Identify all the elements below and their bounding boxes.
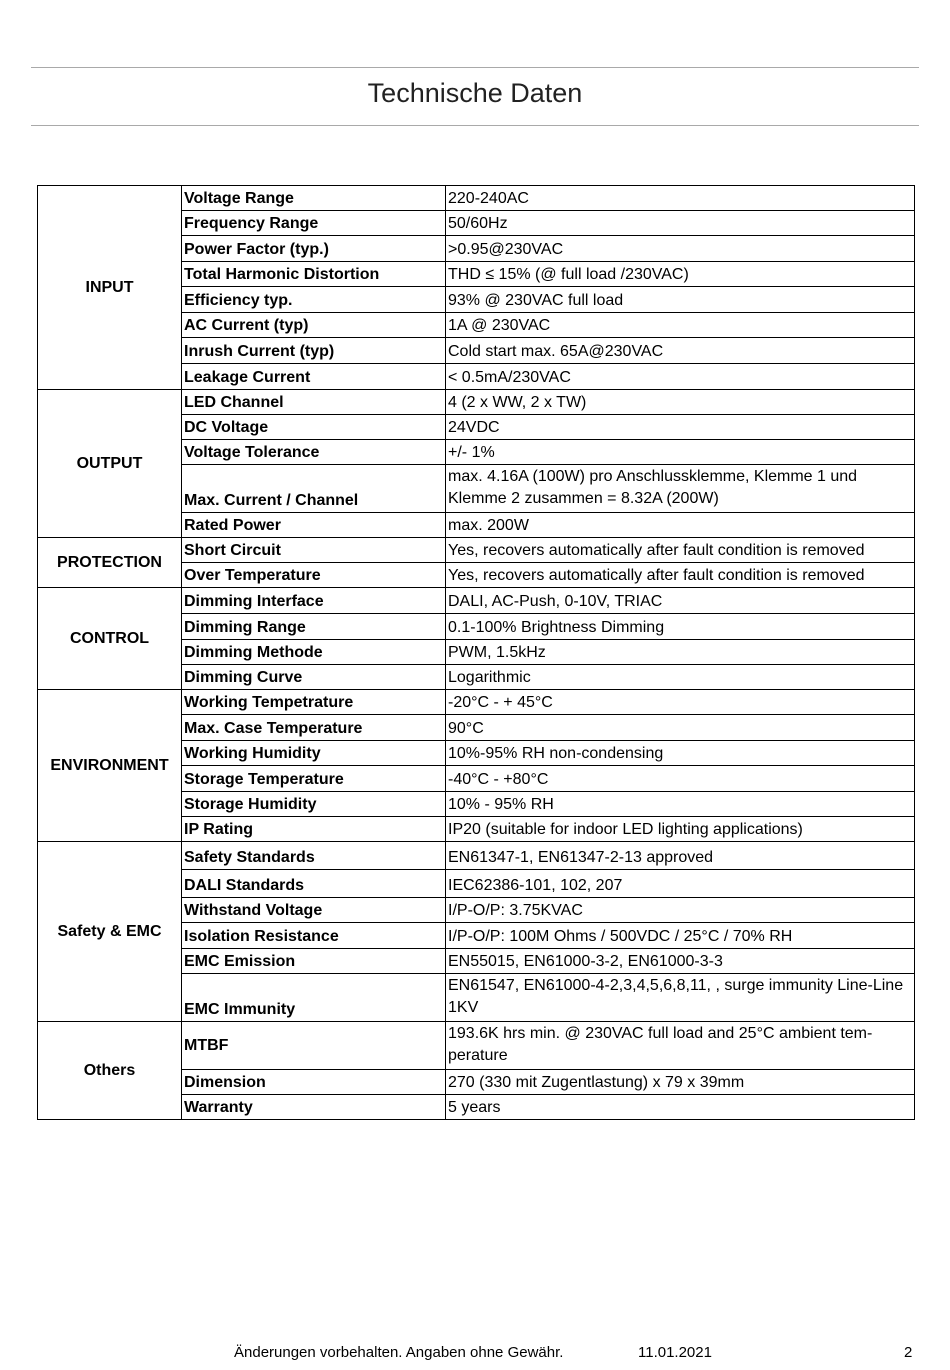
- param-value: IP20 (suitable for indoor LED lighting applications): [446, 817, 915, 842]
- param-value: Cold start max. 65A@230VAC: [446, 338, 915, 364]
- param-value: Logarithmic: [446, 665, 915, 690]
- param-value: 4 (2 x WW, 2 x TW): [446, 390, 915, 415]
- param-label: Dimming Range: [182, 614, 446, 640]
- param-value: 10%-95% RH non-condensing: [446, 741, 915, 766]
- param-label: Power Factor (typ.): [182, 236, 446, 262]
- param-label: AC Current (typ): [182, 313, 446, 338]
- param-value: 1A @ 230VAC: [446, 313, 915, 338]
- param-label: IP Rating: [182, 817, 446, 842]
- section-environment: ENVIRONMENT: [38, 690, 182, 842]
- table-row: [38, 186, 915, 211]
- param-value: IEC62386-101, 102, 207: [446, 870, 915, 898]
- param-label: MTBF: [182, 1022, 446, 1070]
- param-value: 193.6K hrs min. @ 230VAC full load and 25°C ambient tem-perature: [446, 1022, 915, 1070]
- param-label: Safety Standards: [182, 842, 446, 870]
- param-label: Storage Temperature: [182, 766, 446, 792]
- table-row: [38, 842, 915, 870]
- page-number: 2: [904, 1344, 913, 1361]
- table-row: [38, 538, 915, 563]
- param-value: Yes, recovers automatically after fault condition is removed: [446, 538, 915, 563]
- param-label: DALI Standards: [182, 870, 446, 898]
- section-protection: PROTECTION: [38, 538, 182, 588]
- param-label: LED Channel: [182, 390, 446, 415]
- param-value: EN61547, EN61000-4-2,3,4,5,6,8,11, , surge immunity Line-Line 1KV: [446, 974, 915, 1022]
- param-label: Max. Case Temperature: [182, 715, 446, 741]
- section-input: INPUT: [38, 186, 182, 390]
- param-value: DALI, AC-Push, 0-10V, TRIAC: [446, 588, 915, 614]
- param-value: max. 200W: [446, 513, 915, 538]
- spec-table: [37, 185, 915, 1120]
- param-value: >0.95@230VAC: [446, 236, 915, 262]
- param-value: 93% @ 230VAC full load: [446, 287, 915, 313]
- param-label: Voltage Tolerance: [182, 440, 446, 465]
- title-divider: [31, 125, 919, 126]
- section-safety-emc: Safety & EMC: [38, 842, 182, 1022]
- param-value: 0.1-100% Brightness Dimming: [446, 614, 915, 640]
- param-label: Voltage Range: [182, 186, 446, 211]
- param-value: Yes, recovers automatically after fault condition is removed: [446, 563, 915, 588]
- param-label: EMC Immunity: [182, 974, 446, 1022]
- param-label: Inrush Current (typ): [182, 338, 446, 364]
- param-label: Efficiency typ.: [182, 287, 446, 313]
- param-value: I/P-O/P: 100M Ohms / 500VDC / 25°C / 70% RH: [446, 923, 915, 949]
- table-row: [38, 588, 915, 614]
- section-others: Others: [38, 1022, 182, 1120]
- param-label: Warranty: [182, 1095, 446, 1120]
- param-label: Frequency Range: [182, 211, 446, 236]
- param-value: PWM, 1.5kHz: [446, 640, 915, 665]
- param-label: Dimming Methode: [182, 640, 446, 665]
- table-row: [38, 690, 915, 715]
- param-value: 24VDC: [446, 415, 915, 440]
- param-value: EN55015, EN61000-3-2, EN61000-3-3: [446, 949, 915, 974]
- param-value: I/P-O/P: 3.75KVAC: [446, 898, 915, 923]
- param-label: Working Tempetrature: [182, 690, 446, 715]
- param-label: DC Voltage: [182, 415, 446, 440]
- param-label: Max. Current / Channel: [182, 465, 446, 513]
- page-title: Technische Daten: [367, 78, 583, 108]
- param-value: 220-240AC: [446, 186, 915, 211]
- param-value: 10% - 95% RH: [446, 792, 915, 817]
- param-value: -20°C - + 45°C: [446, 690, 915, 715]
- param-label: Dimming Curve: [182, 665, 446, 690]
- param-label: EMC Emission: [182, 949, 446, 974]
- param-label: Dimension: [182, 1070, 446, 1095]
- param-value: 50/60Hz: [446, 211, 915, 236]
- param-value: THD ≤ 15% (@ full load /230VAC): [446, 262, 915, 287]
- param-label: Rated Power: [182, 513, 446, 538]
- param-label: Leakage Current: [182, 364, 446, 390]
- param-label: Working Humidity: [182, 741, 446, 766]
- param-label: Isolation Resistance: [182, 923, 446, 949]
- param-value: EN61347-1, EN61347-2-13 approved: [446, 842, 915, 870]
- param-label: Over Temperature: [182, 563, 446, 588]
- footer-date: 11.01.2021: [638, 1344, 712, 1361]
- param-value: 270 (330 mit Zugentlastung) x 79 x 39mm: [446, 1070, 915, 1095]
- param-label: Storage Humidity: [182, 792, 446, 817]
- table-row: [38, 390, 915, 415]
- footer-disclaimer: Änderungen vorbehalten. Angaben ohne Gewähr.: [234, 1344, 564, 1361]
- param-value: max. 4.16A (100W) pro Anschlussklemme, Klemme 1 und Klemme 2 zusammen = 8.32A (200W): [446, 465, 915, 513]
- param-label: Short Circuit: [182, 538, 446, 563]
- param-label: Total Harmonic Distortion: [182, 262, 446, 287]
- param-value: -40°C - +80°C: [446, 766, 915, 792]
- param-label: Withstand Voltage: [182, 898, 446, 923]
- section-control: CONTROL: [38, 588, 182, 690]
- param-value: 5 years: [446, 1095, 915, 1120]
- top-divider: [31, 67, 919, 68]
- param-value: 90°C: [446, 715, 915, 741]
- param-value: < 0.5mA/230VAC: [446, 364, 915, 390]
- table-row: [38, 1022, 915, 1070]
- param-label: Dimming Interface: [182, 588, 446, 614]
- param-value: +/- 1%: [446, 440, 915, 465]
- section-output: OUTPUT: [38, 390, 182, 538]
